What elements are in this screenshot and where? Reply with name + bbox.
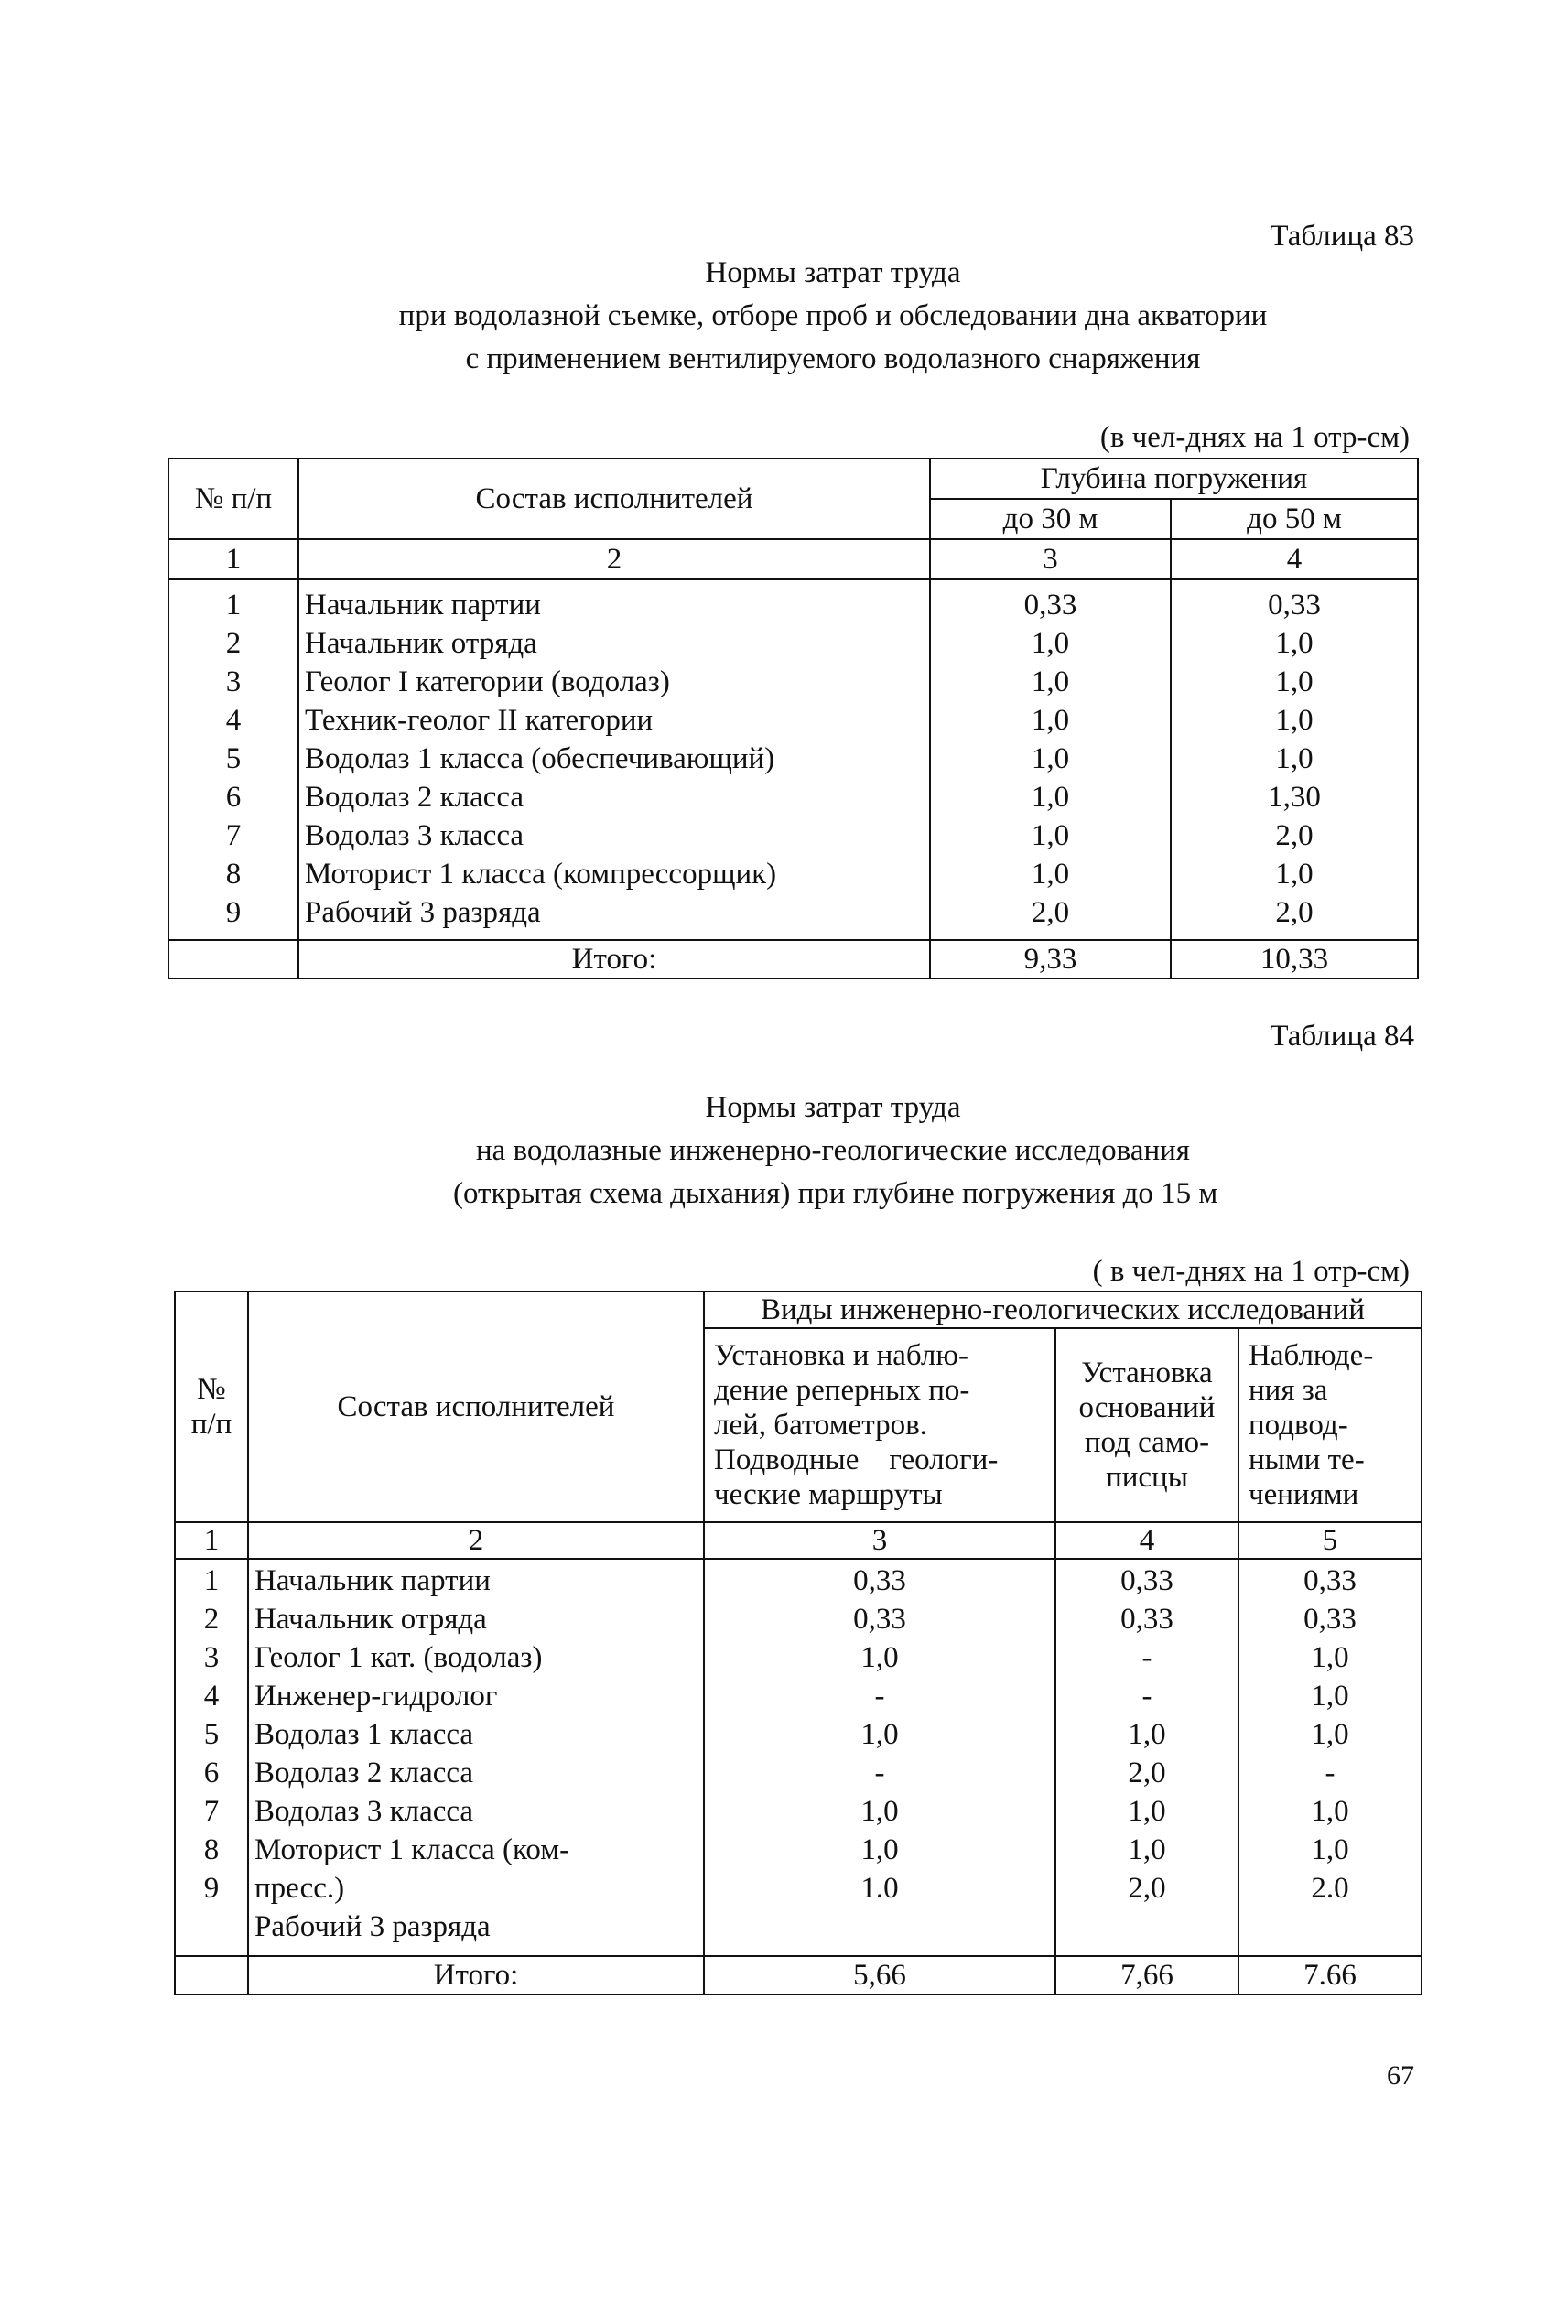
header-research-types: Виды инженерно-геологических исследований bbox=[704, 1292, 1422, 1328]
table-83-label: Таблица 83 bbox=[1270, 220, 1414, 253]
header-line: лей, батометров. bbox=[714, 1409, 927, 1442]
row-number: 3 bbox=[203, 1641, 220, 1674]
row-number: 7 bbox=[203, 1795, 220, 1828]
value-cell: - bbox=[874, 1680, 885, 1713]
value-cell: 2,0 bbox=[1128, 1872, 1166, 1905]
header-staff: Состав исполнителей bbox=[298, 459, 930, 539]
column-number: 5 bbox=[1238, 1522, 1422, 1559]
value-cell: 0,33 bbox=[1303, 1603, 1357, 1636]
header-line: чениями bbox=[1249, 1478, 1359, 1511]
row-number: 1 bbox=[203, 1564, 220, 1597]
column-number-row bbox=[168, 539, 1418, 579]
value-cell: 2.0 bbox=[1311, 1872, 1349, 1905]
header-line: Установка и наблю- bbox=[714, 1339, 968, 1372]
staff-name: Рабочий 3 разряда bbox=[305, 896, 541, 929]
value-cell: 1,0 bbox=[1031, 627, 1070, 660]
value-cell: 2,0 bbox=[1275, 819, 1314, 852]
table-83-body bbox=[168, 579, 1418, 940]
table-84-title-line-2: на водолазные инженерно-геологические исследования bbox=[476, 1134, 1190, 1167]
header-line: Подводные геологи- bbox=[714, 1443, 999, 1476]
header-line: Наблюде- bbox=[1249, 1339, 1374, 1372]
staff-name: Водолаз 3 класса bbox=[305, 819, 524, 852]
total-value: 7.66 bbox=[1238, 1956, 1422, 1994]
row-number: 9 bbox=[203, 1872, 220, 1905]
column-number: 4 bbox=[1171, 539, 1418, 579]
value-cell: 1,30 bbox=[1268, 781, 1321, 814]
table-84-units: ( в чел-днях на 1 отр-см) bbox=[1092, 1255, 1410, 1288]
header-line: ными те- bbox=[1249, 1443, 1365, 1476]
row-number: 5 bbox=[225, 742, 242, 775]
table-84-label: Таблица 84 bbox=[1270, 1020, 1414, 1053]
row-number: 8 bbox=[225, 858, 242, 891]
header-col-5 bbox=[1238, 1328, 1422, 1522]
header-col-4 bbox=[1055, 1328, 1238, 1522]
value-cell: - bbox=[874, 1757, 885, 1789]
row-number: 2 bbox=[203, 1603, 220, 1636]
value-cell: 1,0 bbox=[1031, 704, 1070, 737]
header-num bbox=[175, 1292, 248, 1522]
header-line: под само- bbox=[1084, 1426, 1210, 1459]
row-numbers bbox=[169, 586, 297, 932]
value-cell: 0,33 bbox=[853, 1603, 906, 1636]
staff-name: Моторист 1 класса (ком- bbox=[254, 1833, 570, 1866]
header-line: ческие маршруты bbox=[714, 1478, 943, 1511]
value-cell: 0,33 bbox=[1268, 589, 1321, 622]
col-4-values bbox=[1056, 1562, 1238, 1908]
col-3-values bbox=[705, 1562, 1054, 1908]
row-number: 8 bbox=[203, 1833, 220, 1866]
row-number: 2 bbox=[225, 627, 242, 660]
header-depth-30: до 30 м bbox=[930, 499, 1171, 539]
value-cell: 2,0 bbox=[1275, 896, 1314, 929]
staff-name: Водолаз 1 класса bbox=[254, 1718, 474, 1751]
value-cell: 1,0 bbox=[1311, 1680, 1349, 1713]
value-cell: 1,0 bbox=[1275, 742, 1314, 775]
value-cell: 2,0 bbox=[1128, 1757, 1166, 1789]
value-cell: 1,0 bbox=[1031, 665, 1070, 698]
value-cell: 1,0 bbox=[860, 1641, 899, 1674]
row-number: 3 bbox=[225, 665, 242, 698]
value-cell: 1,0 bbox=[860, 1718, 899, 1751]
table-84-title-line-1: Нормы затрат труда bbox=[705, 1091, 961, 1124]
header-line: дение реперных по- bbox=[714, 1374, 970, 1407]
staff-name: Начальник партии bbox=[254, 1564, 491, 1597]
value-cell: 0,33 bbox=[1120, 1564, 1173, 1597]
staff-name: Начальник отряда bbox=[305, 627, 537, 660]
header-depth: Глубина погружения bbox=[930, 459, 1418, 499]
column-number: 1 bbox=[175, 1522, 248, 1559]
column-number: 3 bbox=[704, 1522, 1055, 1559]
total-label: Итого: bbox=[298, 940, 930, 978]
total-value: 7,66 bbox=[1055, 1956, 1238, 1994]
row-number: 1 bbox=[225, 589, 242, 622]
value-cell: 1,0 bbox=[1031, 819, 1070, 852]
value-cell: 1,0 bbox=[1275, 858, 1314, 891]
value-cell: - bbox=[1141, 1680, 1152, 1713]
value-cell: 1,0 bbox=[860, 1833, 899, 1866]
value-cell: 1,0 bbox=[1031, 781, 1070, 814]
value-cell: 1,0 bbox=[1128, 1795, 1166, 1828]
value-cell: 1,0 bbox=[1311, 1718, 1349, 1751]
column-number: 2 bbox=[248, 1522, 704, 1559]
staff-list bbox=[249, 1562, 703, 1946]
row-number: 5 bbox=[203, 1718, 220, 1751]
staff-name: Моторист 1 класса (компрессорщик) bbox=[305, 858, 777, 891]
staff-name: Геолог I категории (водолаз) bbox=[305, 665, 670, 698]
header-line: писцы bbox=[1106, 1461, 1188, 1494]
staff-name: Начальник партии bbox=[305, 589, 541, 622]
total-value: 10,33 bbox=[1171, 940, 1418, 978]
row-number: 6 bbox=[203, 1757, 220, 1789]
table-84-title-line-3: (открытая схема дыхания) при глубине погружения до 15 м bbox=[453, 1177, 1218, 1210]
table-83 bbox=[168, 458, 1419, 979]
row-number: 4 bbox=[225, 704, 242, 737]
staff-name: Начальник отряда bbox=[254, 1603, 487, 1636]
staff-name: Техник-геолог II категории bbox=[305, 704, 654, 737]
column-number: 3 bbox=[930, 539, 1171, 579]
header-col-3 bbox=[704, 1328, 1055, 1522]
col-5-values bbox=[1239, 1562, 1421, 1908]
value-cell: 0,33 bbox=[1120, 1603, 1173, 1636]
value-cell: - bbox=[1325, 1757, 1336, 1789]
column-number: 1 bbox=[168, 539, 298, 579]
value-cell: 1,0 bbox=[1275, 627, 1314, 660]
header-staff: Состав исполнителей bbox=[248, 1292, 704, 1522]
value-cell: 2,0 bbox=[1031, 896, 1070, 929]
total-value: 9,33 bbox=[930, 940, 1171, 978]
header-line: ния за bbox=[1249, 1374, 1328, 1407]
table-83-title-line-3: с применением вентилируемого водолазного снаряжения bbox=[465, 342, 1201, 375]
value-cell: 1,0 bbox=[1311, 1641, 1349, 1674]
page-number: 67 bbox=[1387, 2060, 1414, 2091]
row-number: 6 bbox=[225, 781, 242, 814]
staff-name: Рабочий 3 разряда bbox=[254, 1910, 491, 1943]
table-84-total-row bbox=[175, 1956, 1422, 1994]
header-line: оснований bbox=[1078, 1391, 1216, 1424]
column-number-row bbox=[175, 1522, 1422, 1559]
staff-name: Водолаз 3 класса bbox=[254, 1795, 474, 1828]
header-num-line: п/п bbox=[190, 1408, 232, 1441]
table-83-title-line-1: Нормы затрат труда bbox=[705, 256, 961, 289]
value-cell: 1,0 bbox=[860, 1795, 899, 1828]
value-cell: 1.0 bbox=[860, 1872, 899, 1905]
value-cell: 0,33 bbox=[1023, 589, 1077, 622]
header-line: подвод- bbox=[1249, 1409, 1348, 1442]
staff-list bbox=[299, 586, 929, 932]
table-83-title-line-2: при водолазной съемке, отборе проб и обследовании дна акватории bbox=[398, 299, 1268, 332]
row-number: 7 bbox=[225, 819, 242, 852]
value-cell: 1,0 bbox=[1128, 1718, 1166, 1751]
staff-name: Водолаз 1 класса (обеспечивающий) bbox=[305, 742, 775, 775]
value-cell: 1,0 bbox=[1128, 1833, 1166, 1866]
row-number: 9 bbox=[225, 896, 242, 929]
header-num: № п/п bbox=[168, 459, 298, 539]
value-cell: 1,0 bbox=[1311, 1833, 1349, 1866]
value-cell: 0,33 bbox=[853, 1564, 906, 1597]
depth-30-values bbox=[931, 586, 1170, 932]
value-cell: 1,0 bbox=[1275, 704, 1314, 737]
value-cell: 1,0 bbox=[1031, 858, 1070, 891]
staff-name: Геолог 1 кат. (водолаз) bbox=[254, 1641, 543, 1674]
staff-name: Инженер-гидролог bbox=[254, 1680, 498, 1713]
table-84-body bbox=[175, 1559, 1422, 1956]
row-numbers bbox=[176, 1562, 247, 1908]
staff-name: Водолаз 2 класса bbox=[254, 1757, 474, 1789]
staff-name: пресс.) bbox=[254, 1872, 345, 1905]
value-cell: 0,33 bbox=[1303, 1564, 1357, 1597]
row-number: 4 bbox=[203, 1680, 220, 1713]
header-num-line: № bbox=[197, 1373, 226, 1406]
value-cell: - bbox=[1141, 1641, 1152, 1674]
depth-50-values bbox=[1172, 586, 1417, 932]
table-83-units: (в чел-днях на 1 отр-см) bbox=[1099, 421, 1410, 454]
header-depth-50: до 50 м bbox=[1171, 499, 1418, 539]
total-value: 5,66 bbox=[704, 1956, 1055, 1994]
column-number: 4 bbox=[1055, 1522, 1238, 1559]
value-cell: 1,0 bbox=[1311, 1795, 1349, 1828]
header-line: Установка bbox=[1081, 1357, 1213, 1389]
column-number: 2 bbox=[298, 539, 930, 579]
staff-name: Водолаз 2 класса bbox=[305, 781, 524, 814]
total-label: Итого: bbox=[248, 1956, 704, 1994]
table-83-total-row bbox=[168, 940, 1418, 978]
table-84 bbox=[174, 1291, 1422, 1995]
value-cell: 1,0 bbox=[1031, 742, 1070, 775]
value-cell: 1,0 bbox=[1275, 665, 1314, 698]
